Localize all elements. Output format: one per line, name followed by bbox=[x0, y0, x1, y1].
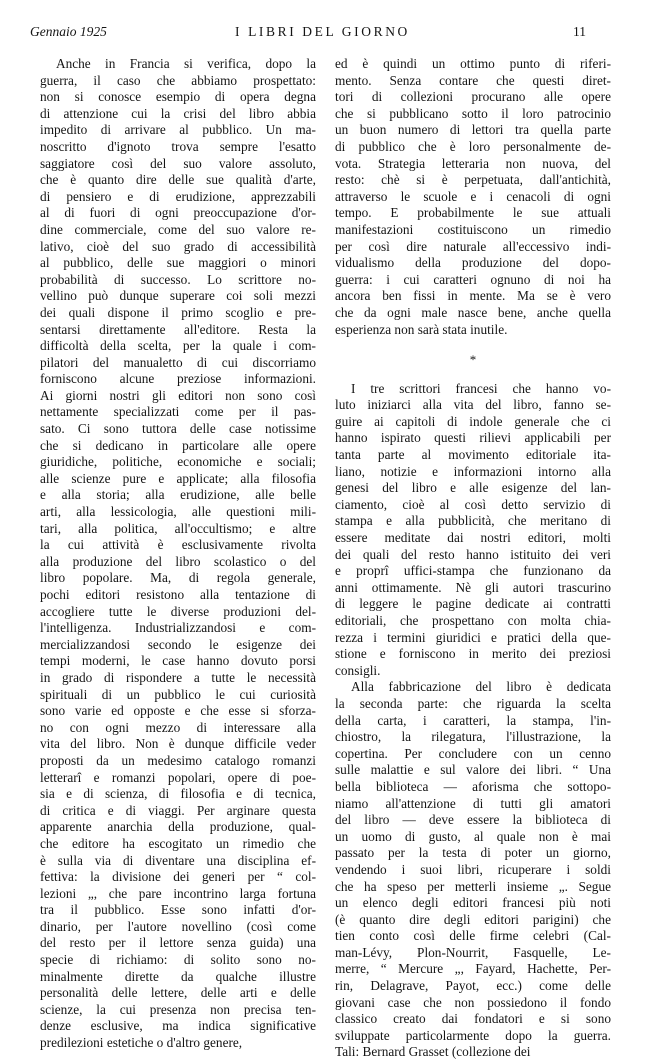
text-line: probabilità di successo. Lo scrittore no- bbox=[40, 271, 316, 287]
text-line: sviluppate particolarmente dopo la guerra. bbox=[335, 1027, 611, 1043]
text-line: hanno ispirato questi rilievi applicabili per bbox=[335, 430, 611, 446]
text-line: giovani case che non possiedono il fondo bbox=[335, 994, 611, 1010]
text-line: minalmente dirette da qualche illustre bbox=[40, 968, 316, 984]
text-line: mento. Senza contare che questi diret- bbox=[335, 72, 611, 88]
text-line: vellino può dunque superare coi soli mezzi bbox=[40, 288, 316, 304]
text-line: vita del libro. Non è dunque difficile veder bbox=[40, 736, 316, 752]
text-line: accogliere tutte le diverse produzioni del- bbox=[40, 603, 316, 619]
right-column bbox=[335, 56, 611, 1061]
text-line: lativo, cioè del suo grado di accessibilità bbox=[40, 238, 316, 254]
text-line: non si conosce esempio di opera degna bbox=[40, 89, 316, 105]
text-line: Tali: Bernard Grasset (collezione dei bbox=[335, 1044, 531, 1060]
text-line: pilatori del manualetto di cui discorriamo bbox=[40, 354, 316, 370]
text-line: attraverso le scuole e i cenacoli di ogni bbox=[335, 188, 611, 204]
text-line: tori di collezioni procurano alle opere bbox=[335, 89, 611, 105]
text-line: anni ottimamente. Nè gli autori trascurino bbox=[335, 579, 611, 595]
text-line: guire ai capitoli di indole generale che ci bbox=[335, 413, 611, 429]
text-line: per così dire naturale all'eccessivo indi- bbox=[335, 238, 611, 254]
text-line: man-Lévy, Plon-Nourrit, Fasquelle, Le- bbox=[335, 944, 611, 960]
text-line: e proprî uffici-stampa che funzionano da bbox=[335, 563, 611, 579]
text-line: sato. Ci sono tuttora delle case notissime bbox=[40, 421, 316, 437]
text-line: Anche in Francia si verifica, dopo la bbox=[56, 56, 316, 71]
text-line: bella biblioteca — aforisma che sottopo- bbox=[335, 778, 611, 794]
text-line: esperienza non sarà stata inutile. bbox=[335, 321, 508, 337]
text-line: nettamente specializzati come per il pas- bbox=[40, 404, 316, 420]
text-line: in grado di rispondere a tutte le necessità bbox=[40, 669, 316, 685]
text-line: un elenco degli editori francesi più noti bbox=[335, 895, 611, 911]
paragraph-book-fabrication bbox=[335, 679, 611, 1061]
text-line: è sulla via di diventare una disciplina ef- bbox=[40, 852, 316, 868]
text-line: vidualismo della produzione del dopo- bbox=[335, 255, 611, 271]
text-line: mercializzandosi secondo le esigenze dei bbox=[40, 636, 316, 652]
text-line: di pubblico che è loro personalmente de- bbox=[335, 138, 611, 154]
text-line: scienze, la cui presenza non precisa ten- bbox=[40, 1001, 316, 1017]
text-line: forniscono alcune preziose informazioni. bbox=[40, 371, 316, 387]
section-separator-asterisk: * bbox=[469, 352, 477, 368]
text-line: manifestazioni costituiscono un rimedio bbox=[335, 221, 611, 237]
text-line: apparente anarchia della produzione, qual- bbox=[40, 819, 316, 835]
text-line: sentarsi direttamente all'editore. Resta la bbox=[40, 321, 316, 337]
text-line: del resto per il lettore senza guida) una bbox=[40, 935, 316, 951]
text-line: che da ogni male nasce bene, anche quella bbox=[335, 304, 611, 320]
text-line: essere meditate dai nostri editori, molti bbox=[335, 530, 611, 546]
text-line: copertina. Per concludere con un cenno bbox=[335, 745, 611, 761]
text-line: luto iniziarci alla vita del libro, fanno se- bbox=[335, 397, 611, 413]
text-line: sulle malattie e sul valore dei libri. “ Una bbox=[335, 762, 611, 778]
text-line: e alla storia; alla erudizione, alle belle bbox=[40, 487, 316, 503]
text-line: arti, alla lessicologia, alle questioni mili- bbox=[40, 504, 316, 520]
text-line: Alla fabbricazione del libro è dedicata bbox=[351, 679, 611, 695]
text-line: guerra, il caso che abbiamo prospettato: bbox=[40, 72, 316, 88]
text-line: dine commerciale, come del suo valore re- bbox=[40, 221, 316, 237]
text-line: alla produzione del libro scolastico o del bbox=[40, 553, 316, 569]
text-line: classico creato dai fondatori e si sono bbox=[335, 1011, 611, 1027]
text-line: predilezioni estetiche o d'altro genere, bbox=[40, 1035, 243, 1051]
text-line: ciamento, cioè al così detto servizio di bbox=[335, 496, 611, 512]
text-line: specie di richiamo: di solito sono no- bbox=[40, 952, 316, 968]
text-line: l'intelligenza. Industrializzandosi e com- bbox=[40, 620, 316, 636]
text-line: resto: chè si è perpetuata, dall'antichità, bbox=[335, 172, 611, 188]
text-line: la seconda parte: che riguarda la scelta bbox=[335, 695, 611, 711]
text-line: (è quanto dire degli editori parigini) che bbox=[335, 911, 611, 927]
text-line: tari, alla politica, all'occultismo; e altre bbox=[40, 520, 316, 536]
text-line: merre, “ Mercure „, Fayard, Hachette, Per- bbox=[335, 961, 611, 977]
text-line: che è quanto dire delle sue qualità d'arte, bbox=[40, 172, 316, 188]
text-line: niamo all'attenzione di tutti gli amatori bbox=[335, 795, 611, 811]
text-line: tien conto così delle firme celebri (Cal- bbox=[335, 928, 611, 944]
header-date: Gennaio 1925 bbox=[30, 24, 107, 39]
text-line: editoriali, che prospettano con molta chia- bbox=[335, 613, 611, 628]
text-line: letterarî e romanzi popolari, opere di poe- bbox=[40, 769, 316, 785]
text-line: passato per la testa di poter un giorno, bbox=[335, 845, 611, 861]
text-line: che editore ha escogitato un rimedio che bbox=[40, 835, 316, 851]
text-line: di critica e di viaggi. Per arginare questa bbox=[40, 802, 316, 818]
text-line: vota. Strategia letteraria non nuova, del bbox=[335, 155, 611, 171]
text-line: Ai giorni nostri gli editori non sono così bbox=[40, 387, 316, 403]
running-header bbox=[30, 24, 586, 44]
text-line: personalità delle lettere, delle arti e delle bbox=[40, 985, 316, 1001]
text-line: di leggere le pagine dedicate ai contratti bbox=[335, 596, 611, 612]
text-line: I tre scrittori francesi che hanno vo- bbox=[351, 380, 611, 396]
text-line: alle scienze pure e applicate; alla filosofia bbox=[40, 470, 316, 486]
text-line: giuridiche, politiche, economiche e sociali; bbox=[40, 454, 316, 470]
text-line: sia e di scienza, di filosofia e di tecnica, bbox=[40, 786, 316, 802]
text-line: dei quali dispone il primo scoglio e pre- bbox=[40, 304, 316, 320]
text-line: fettiva: la divisione dei generi per “ col- bbox=[40, 869, 316, 885]
text-line: ed è quindi un ottimo punto di riferi- bbox=[335, 56, 611, 71]
text-line: che ha speso per metterli insieme „. Segue bbox=[335, 878, 611, 894]
paragraph-directors bbox=[335, 56, 611, 338]
text-line: difficoltà della scelta, per la quale i com- bbox=[40, 338, 316, 354]
text-line: tempo. E probabilmente le sue attuali bbox=[335, 205, 611, 221]
text-line: consigli. bbox=[335, 662, 381, 678]
text-line: pochi editori resistono alla tentazione di bbox=[40, 587, 316, 602]
paragraph-three-writers bbox=[335, 381, 611, 680]
header-title: I LIBRI DEL GIORNO bbox=[235, 24, 410, 39]
text-line: dinario, per l'autore novellino (così come bbox=[40, 918, 316, 934]
text-line: rezza i termini giuridici e pratici della que- bbox=[335, 629, 611, 645]
text-line: stampa e alla pubblicità, che meritano di bbox=[335, 513, 611, 529]
text-line: impedito di arrivare al pubblico. Un ma- bbox=[40, 122, 316, 138]
text-line: libro popolare. Ma, di regola generale, bbox=[40, 570, 316, 586]
text-line: tanta parte al movimento editoriale ita- bbox=[335, 447, 611, 463]
text-line: no con ogni mezzo di interessare alla bbox=[40, 719, 316, 735]
text-line: noscritto d'ignoto trova sempre l'esatto bbox=[40, 138, 316, 154]
text-line: un buon numero di lettori tra quella parte bbox=[335, 122, 611, 138]
text-line: chiostro, la rilegatura, l'illustrazione, la bbox=[335, 729, 611, 745]
left-column bbox=[40, 56, 316, 1052]
text-line: che si pubblicano sotto il loro patrocinio bbox=[335, 105, 611, 121]
text-line: di pensiero e di erudizione, apprezzabili bbox=[40, 188, 316, 204]
text-line: proposti da un medesimo catalogo romanzi bbox=[40, 752, 316, 768]
text-line: spirituali di un pubblico le cui curiosità bbox=[40, 686, 316, 702]
text-line: della carta, i caratteri, la stampa, l'in- bbox=[335, 712, 611, 728]
text-line: al di fuori di ogni preoccupazione d'or- bbox=[40, 205, 316, 221]
page-number: 11 bbox=[573, 24, 586, 39]
text-line: un uomo di gusto, al quale non è mai bbox=[335, 828, 611, 844]
text-line: la cui attività è esclusivamente rivolta bbox=[40, 537, 316, 553]
text-line: guerra: i cui caratteri ognuno di noi ha bbox=[335, 271, 611, 287]
text-line: ancora ben fissi in mente. Ma se è vero bbox=[335, 288, 611, 304]
text-line: liano, notizie e informazioni intorno alla bbox=[335, 463, 611, 479]
text-line: genesi del libro e alle esigenze del lan- bbox=[335, 480, 611, 496]
text-line: al pubblico, delle sue maggiori o minori bbox=[40, 255, 316, 271]
text-line: stione e forniscono in merito dei preziosi bbox=[335, 646, 611, 662]
text-line: saggiatore così del suo valore assoluto, bbox=[40, 155, 316, 171]
text-line: denze esclusive, ma indica significative bbox=[40, 1018, 316, 1034]
text-line: vendendo i suoi libri, ricuperare i soldi bbox=[335, 861, 611, 877]
text-line: dei quali del resto hanno istituito dei veri bbox=[335, 546, 611, 562]
text-line: tempi moderni, le case hanno dovuto porsi bbox=[40, 653, 316, 669]
text-line: di attenzione cui la crisi del libro abbia bbox=[40, 105, 316, 121]
text-line: che si dedicano in particolare alle opere bbox=[40, 437, 316, 453]
text-line: sono varie ed opposte e che esse si sforza- bbox=[40, 703, 316, 719]
text-line: rin, Delagrave, Payot, ecc.) come delle bbox=[335, 978, 611, 994]
text-line: tra il pubblico. Esse sono infatti d'or- bbox=[40, 902, 316, 918]
text-line: del libro — deve essere la biblioteca di bbox=[335, 812, 611, 828]
text-line: lezioni „, che pare incontrino larga fortuna bbox=[40, 885, 316, 901]
